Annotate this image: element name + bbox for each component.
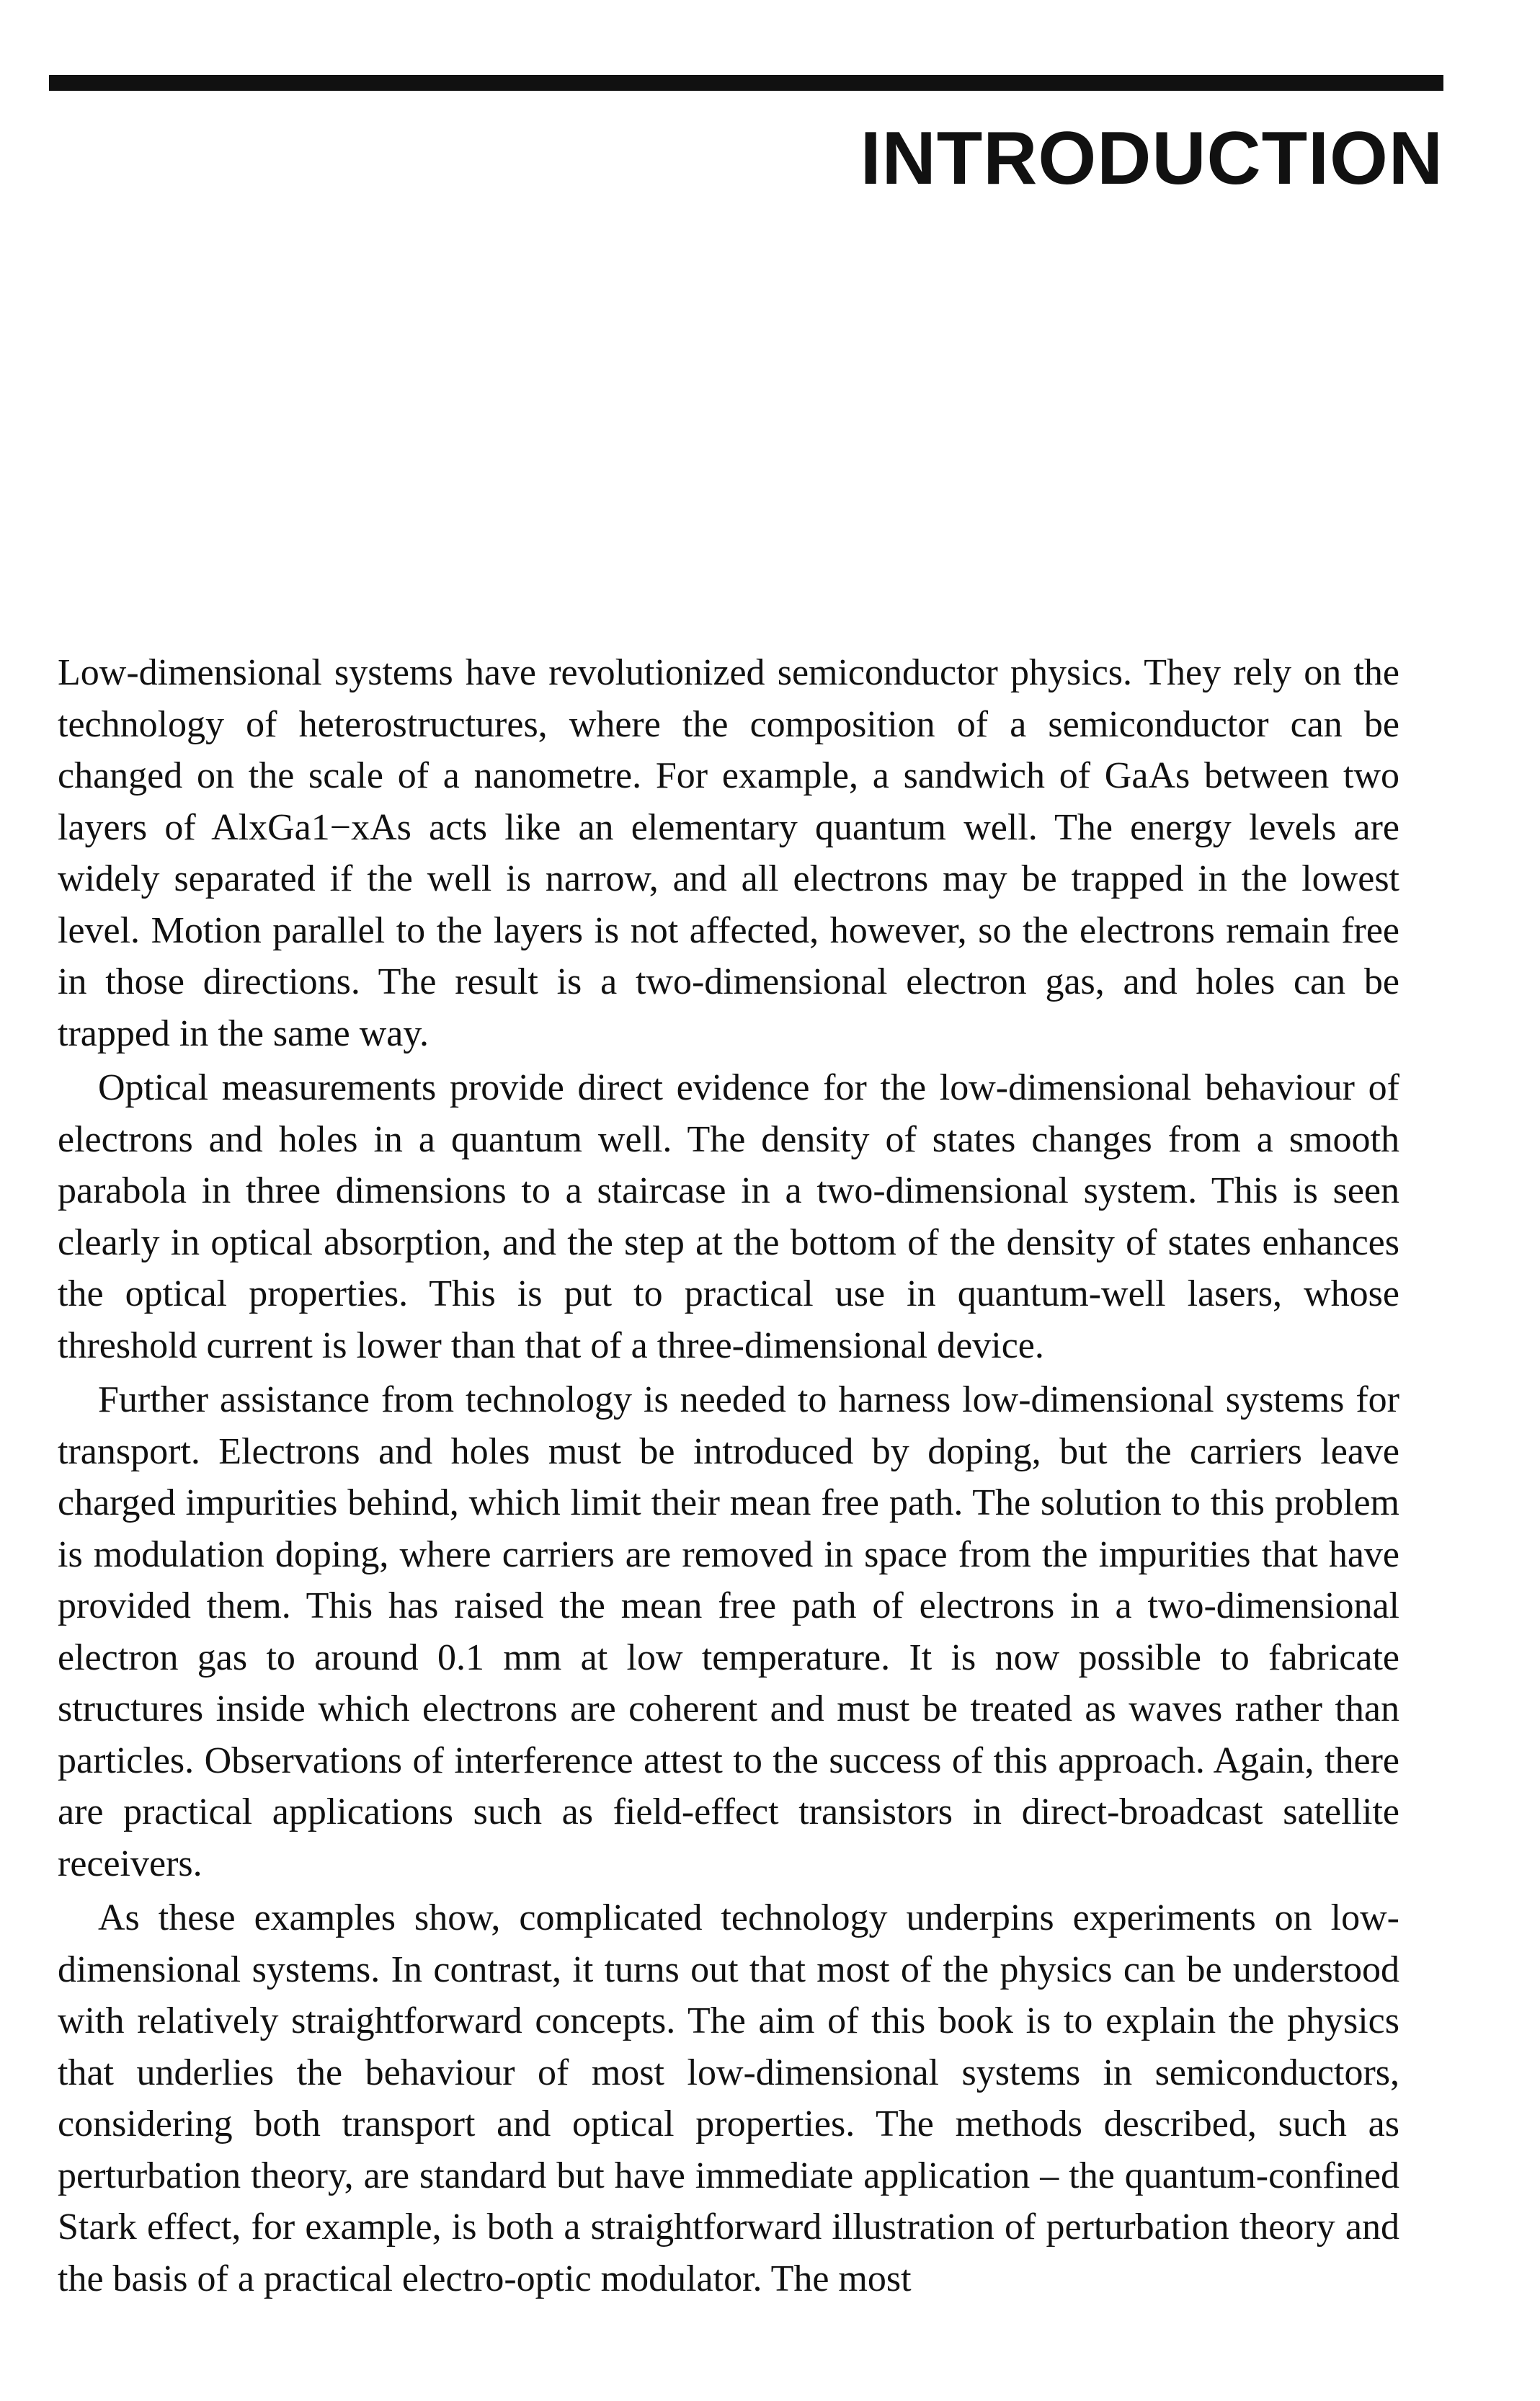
chapter-rule: [49, 75, 1443, 91]
paragraph-optical-measurements: Optical measurements provide direct evidence for the low-dimensional behaviour of electrons and holes in a quantum well. The density of states changes from a smooth parabola in three dimensions to a staircase in a two-dimensional system. This is seen clearly in optical absorption, and the step at the bottom of the density of states enhances the optical properties. This is put to practical use in quantum-well lasers, whose threshold current is lower than that of a three-dimensional device.: [58, 1067, 1399, 1366]
paragraph-low-dimensional-systems: Low-dimensional systems have revolutionized semiconductor physics. They rely on the technology of heterostructures, where the composition of a semiconductor can be changed on the scale of a nanometre. For example, a sandwich of GaAs between two layers of AlxGa1−xAs acts like an elementary quantum well. The energy levels are widely separated if the well is narrow, and all electrons may be trapped in the lowest level. Motion parallel to the layers is not affected, however, so the electrons remain free in those directions. The result is a two-dimensional electron gas, and holes can be trapped in the same way.: [58, 652, 1399, 1054]
chapter-title: INTRODUCTION: [860, 117, 1443, 200]
paragraph-book-aim: As these examples show, complicated technology underpins experiments on low-dimensional systems. In contrast, it turns out that most of the physics can be understood with relatively straightforward concepts. The aim of this book is to explain the physics that underlies the behaviour of most low-dimensional systems in semiconductors, considering both transport and optical properties. The methods described, such as perturbation theory, are standard but have immediate application – the quantum-confined Stark effect, for example, is both a straightforward illustration of perturbation theory and the basis of a practical electro-optic modulator. The most: [58, 1897, 1399, 2299]
paragraph-transport-technology: Further assistance from technology is needed to harness low-dimensional systems for transport. Electrons and holes must be introduced by doping, but the carriers leave charged impurities behind, which limit their mean free path. The solution to this problem is modulation doping, where carriers are removed in space from the impurities that have provided them. This has raised the mean free path of electrons in a two-dimensional electron gas to around 0.1 mm at low temperature. It is now possible to fabricate structures inside which electrons are coherent and must be treated as waves rather than particles. Observations of interference attest to the success of this approach. Again, there are practical applications such as field-effect transistors in direct-broadcast satellite receivers.: [58, 1379, 1399, 1884]
body-text: [58, 647, 1399, 2304]
